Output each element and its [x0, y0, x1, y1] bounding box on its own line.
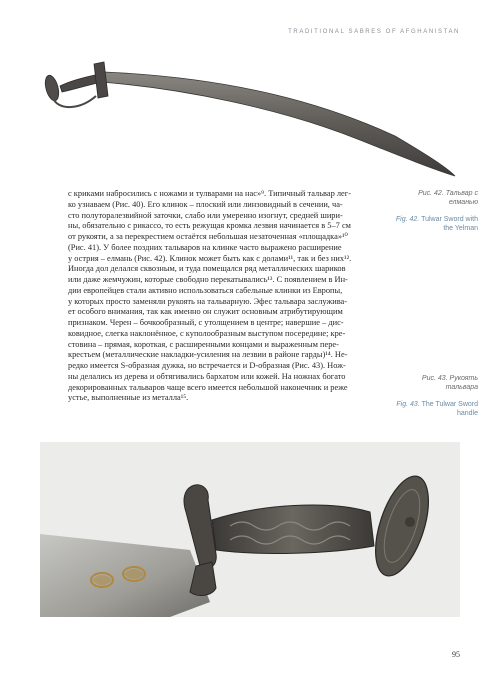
body-line: с криками набросились с ножами и тулварами на нас»⁹. Типичный тальвар лег-	[68, 189, 352, 198]
body-line: устье, выполненные из металла¹⁵.	[68, 393, 189, 403]
figure-42-caption	[392, 189, 478, 233]
body-line: у которых просто заменяли рукоять на тальварную. Эфес тальвара заслужива-	[68, 296, 348, 306]
figure-43-caption	[392, 374, 478, 418]
body-line: от рукояти, а за перекрестием остаётся небольшая незаточенная «площадка»¹⁰	[68, 232, 348, 241]
body-line: или даже жемчужин, которые свободно перекатывались¹³. С появлением в Ин-	[68, 275, 348, 284]
caption-en-prefix: Fig. 43.	[396, 401, 420, 408]
caption-en	[392, 400, 478, 418]
body-line: декорированных тальваров чаще всего имеется небольшой наконечник и реже	[68, 382, 348, 392]
body-line: сто полуторалезвийной заточки, слабо или умеренно изогнут, средней шири-	[68, 210, 343, 220]
body-line: ет особого внимания, так как именно он служит основным атрибутирующим	[68, 307, 343, 317]
body-line: ны, обязательно с рикассо, то есть режущая кромка лезвия начинается в 5–7 см	[68, 221, 351, 231]
running-title: TRADITIONAL SABRES OF AFGHANISTAN	[288, 29, 460, 35]
body-line: стовина – прямая, короткая, с расширенными концами и выраженным пере-	[68, 339, 339, 349]
tulwar-handle-photo	[40, 442, 460, 617]
body-line: у острия – елмань (Рис. 42). Клинок может быть как с долами¹¹, так и без них¹².	[68, 253, 352, 263]
caption-en-prefix: Fig. 42.	[395, 216, 420, 223]
body-line: ковидное, слегка наклонённое, с куполообразным выступом посередине; кре-	[68, 328, 346, 338]
caption-en	[392, 215, 478, 233]
body-line: Иногда дол делался сквозным, и туда помещался ряд металлических шариков	[68, 264, 346, 274]
body-text	[68, 189, 384, 404]
page-number: 95	[452, 650, 460, 659]
caption-ru: Рис. 43. Рукоять тальвара	[421, 375, 478, 391]
body-line: дии европейцев стали активно использоваться сабельные клинки из Европы,	[68, 285, 343, 295]
body-line: (Рис. 41). У более поздних тальваров на клинке часто выражено расширение	[68, 242, 342, 252]
caption-en-text: Tulwar Sword with the Yelman	[421, 216, 478, 232]
body-line: редко имеется S-образная дужка, но встречается и D-образная (Рис. 43). Нож-	[68, 361, 346, 370]
body-line: ны делались из дерева и обтягивались бархатом или кожей. На ножнах богато	[68, 371, 346, 381]
tulwar-yelman-photo	[30, 48, 470, 180]
body-line: признаком. Черен – бочкообразный, с утолщением в центре; навершие – дис-	[68, 318, 344, 327]
caption-en-text: The Tulwar Sword handle	[421, 401, 478, 417]
body-line: крестьем (металлические накладки-усиления на лезвии в районе гарды)¹⁴. Не-	[68, 350, 348, 360]
caption-ru: Рис. 42. Тальвар с елманью	[418, 190, 478, 206]
body-line: ко узнаваем (Рис. 40). Его клинок – плоский или линзовидный в сечении, ча-	[68, 199, 343, 209]
